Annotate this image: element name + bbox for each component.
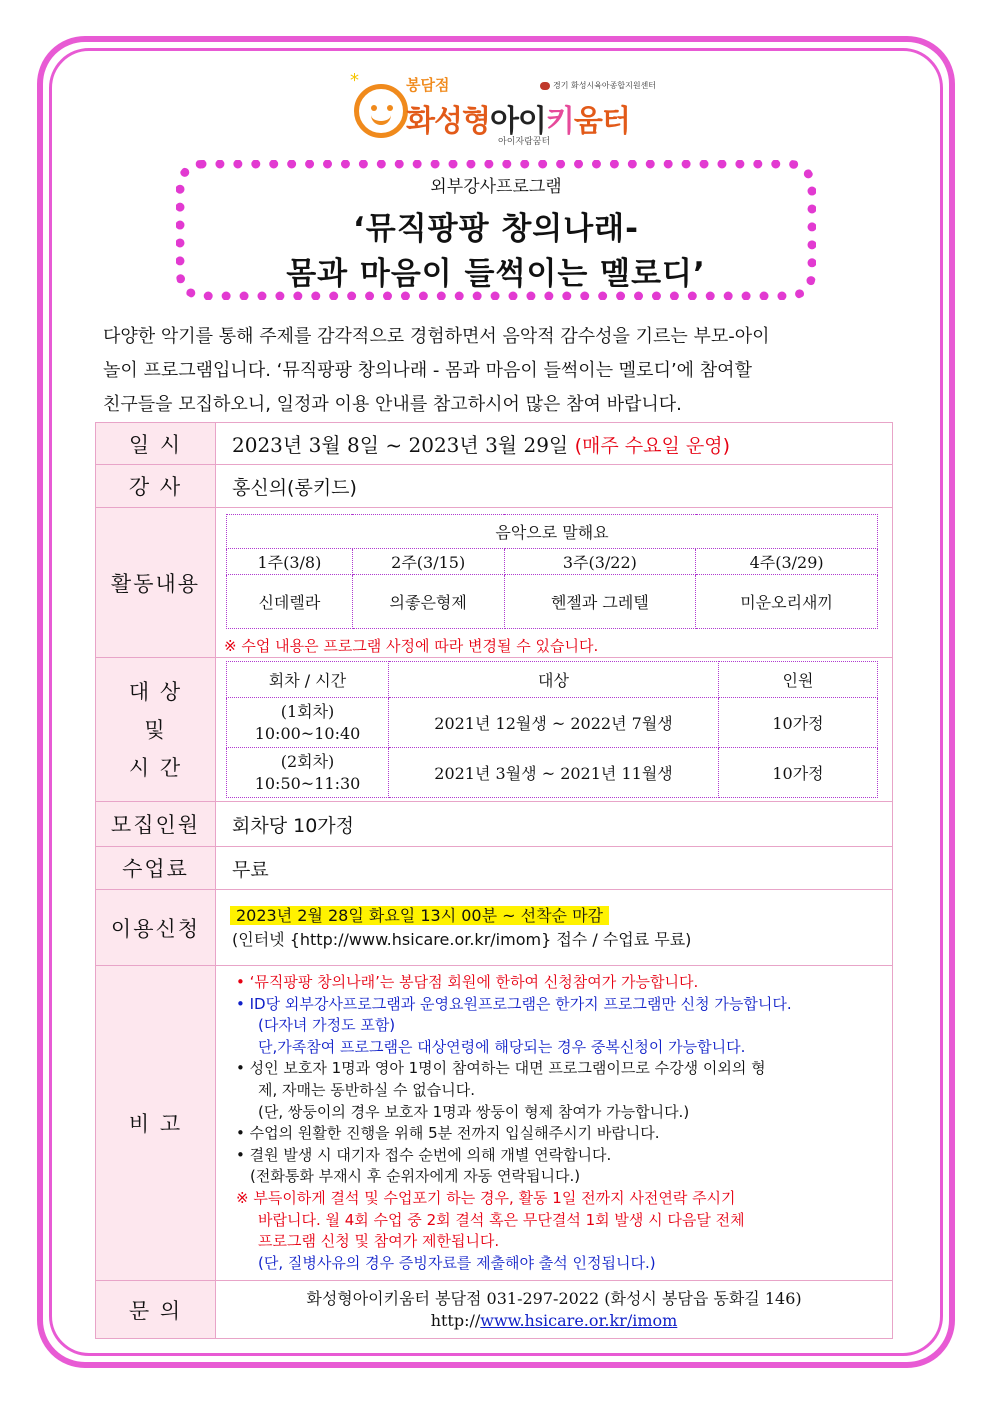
row-label-remarks: 비 고 xyxy=(96,966,216,1281)
session-table xyxy=(226,661,878,798)
contact-cell xyxy=(216,1281,893,1339)
program-category: 외부강사프로그램 xyxy=(430,177,562,197)
logo-wordmark: 화성형아이키움터 xyxy=(406,104,630,139)
row-label-date: 일 시 xyxy=(96,423,216,465)
row-label-fee: 수업료 xyxy=(96,847,216,890)
session-count: 10가정 xyxy=(719,748,878,798)
table-row xyxy=(96,423,893,465)
contact-url: http://www.hsicare.or.kr/imom xyxy=(430,1310,678,1330)
week-label: 4주(3/29) xyxy=(696,548,878,574)
org-logo-icon xyxy=(540,82,550,90)
logo-org: 경기 화성시육아종합지원센터 xyxy=(540,80,656,91)
logo xyxy=(350,70,657,150)
table-row xyxy=(96,966,893,1281)
target-cell xyxy=(216,658,893,802)
row-label-recruit: 모집인원 xyxy=(96,802,216,847)
info-table xyxy=(95,422,893,1339)
week-topic: 헨젤과 그레텔 xyxy=(504,574,696,628)
session-row xyxy=(227,748,878,798)
row-label-contact: 문 의 xyxy=(96,1281,216,1339)
count-header: 인원 xyxy=(719,662,878,698)
row-label-instructor: 강 사 xyxy=(96,465,216,508)
table-row xyxy=(96,802,893,847)
session-time: (1회차) 10:00~10:40 xyxy=(227,698,389,748)
session-time: (2회차) 10:50~11:30 xyxy=(227,748,389,798)
target-header: 대상 xyxy=(389,662,719,698)
table-row xyxy=(96,1281,893,1339)
table-row xyxy=(96,847,893,890)
activity-cell xyxy=(216,508,893,658)
week-label: 1주(3/8) xyxy=(227,548,353,574)
table-row xyxy=(96,508,893,658)
session-header: 회차 / 시간 xyxy=(227,662,389,698)
program-title-line1: ‘뮤직팡팡 창의나래- xyxy=(352,211,639,247)
week-topic: 신데렐라 xyxy=(227,574,353,628)
week-label: 3주(3/22) xyxy=(504,548,696,574)
row-label-target: 대 상 및 시 간 xyxy=(96,658,216,802)
intro-paragraph: 다양한 악기를 통해 주제를 감각적으로 경험하면서 음악적 감수성을 기르는 부모-아이 놀이 프로그램입니다. ‘뮤직팡팡 창의나래 - 몸과 마음이 들썩이는 멜로디’에 참여할 친구들을 모집하오니, 일정과 이용 안내를 참고하시어 많은 참여 바랍니다. xyxy=(103,326,770,415)
session-row xyxy=(227,698,878,748)
smiling-face-icon xyxy=(354,84,408,138)
fee-value: 무료 xyxy=(216,847,893,890)
table-row xyxy=(96,465,893,508)
instructor-value: 홍신의(롱키드) xyxy=(216,465,893,508)
website-link[interactable]: www.hsicare.or.kr/imom xyxy=(480,1310,678,1330)
activity-theme: 음악으로 말해요 xyxy=(227,514,878,548)
week-label: 2주(3/15) xyxy=(352,548,504,574)
logo-branch: 봉담점 xyxy=(406,76,450,94)
recruit-value: 회차당 10가정 xyxy=(216,802,893,847)
session-count: 10가정 xyxy=(719,698,878,748)
week-topic: 미운오리새끼 xyxy=(696,574,878,628)
contact-info: 화성형아이키움터 봉담점 031-297-2022 (화성시 봉담읍 동화길 146) xyxy=(306,1288,802,1308)
session-target: 2021년 3월생 ~ 2021년 11월생 xyxy=(389,748,719,798)
row-label-activity: 활동내용 xyxy=(96,508,216,658)
table-row xyxy=(96,658,893,802)
remarks-cell: • ‘뮤직팡팡 창의나래’는 봉담점 회원에 한하여 신청참여가 가능합니다. • ID당 외부강사프로그램과 운영요원프로그램은 한가지 프로그램만 신청 가능합니다. (다자녀 가정도 포함) 단,가족참여 프로그램은 대상연령에 해당되는 경우 중복신청이 가능합니다. • 성인 보호자 1명과 영아 1명이 참여하는 대면 프로그램이므로 수강생 이외의 형 제, 자매는 동반하실 수 없습니다. (단, 쌍둥이의 경우 보호자 1명과 쌍둥이 형제 참여가 가능합니다.) • 수업의 원활한 진행을 위해 5분 전까지 입실해주시기 바랍니다. • 결원 발생 시 대기자 접수 순번에 의해 개별 연락합니다. (전화통화 부재시 후 순위자에게 자동 연락됩니다.) ※ 부득이하게 결석 및 수업포기 하는 경우, 활동 1일 전까지 사전연락 주시기 바랍니다. 월 4회 수업 중 2회 결석 혹은 무단결석 1회 발생 시 다음달 전체 프로그램 신청 및 참여가 제한됩니다. (단, 질병사유의 경우 증빙자료를 제출해야 출석 인정됩니다.) xyxy=(216,966,893,1281)
row-label-apply: 이용신청 xyxy=(96,890,216,966)
program-title-line2: 몸과 마음이 들썩이는 멜로디’ xyxy=(286,256,706,292)
apply-period: 2023년 2월 28일 화요일 13시 00분 ~ 선착순 마감 xyxy=(230,906,609,925)
date-note: (매주 수요일 운영) xyxy=(574,435,730,457)
activity-notice: ※ 수업 내용은 프로그램 사정에 따라 변경될 수 있습니다. xyxy=(224,636,599,655)
week-topic: 의좋은형제 xyxy=(352,574,504,628)
table-row xyxy=(96,890,893,966)
session-target: 2021년 12월생 ~ 2022년 7월생 xyxy=(389,698,719,748)
star-icon: * xyxy=(350,70,359,91)
apply-detail: (인터넷 {http://www.hsicare.or.kr/imom} 접수 / 수업료 무료) xyxy=(232,929,692,949)
logo-subtitle: 아이자람꿈터 xyxy=(498,137,551,147)
activity-table xyxy=(226,514,878,629)
apply-cell xyxy=(216,890,893,966)
date-value: 2023년 3월 8일 ~ 2023년 3월 29일 (매주 수요일 운영) xyxy=(216,423,893,465)
